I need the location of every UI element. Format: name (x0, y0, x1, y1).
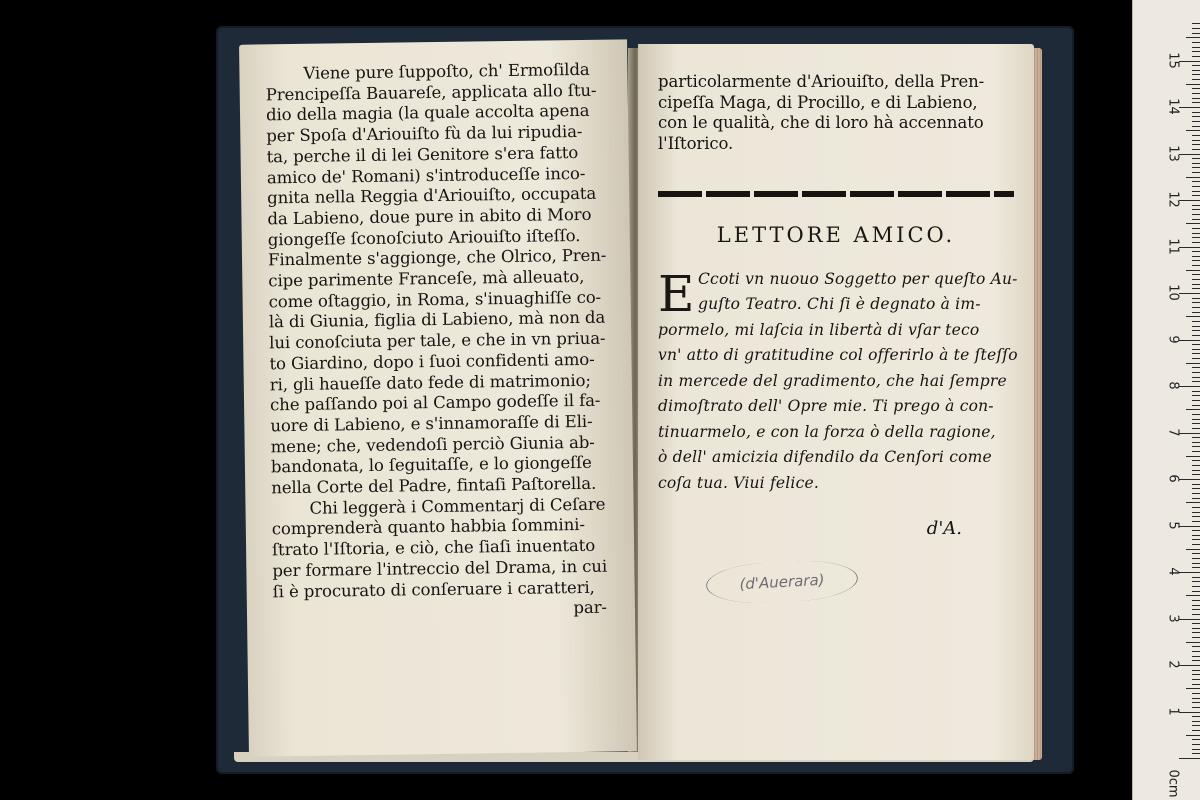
ruler-tick (1192, 358, 1200, 359)
text-line: che paſſando poi al Campo godeſſe il fa- (269, 390, 601, 415)
right-page (638, 44, 1034, 760)
ruler-tick (1192, 484, 1200, 485)
measuring-ruler (1132, 0, 1200, 800)
ruler-tick (1186, 270, 1200, 271)
ruler-tick (1192, 242, 1200, 243)
text-line: Finalmente s'aggionge, che Olrico, Pren- (267, 245, 607, 270)
ruler-tick (1186, 409, 1200, 410)
ruler-tick (1192, 191, 1200, 192)
text-line: dio della magia (la quale accolta apena (265, 101, 590, 125)
ruler-tick (1192, 442, 1200, 443)
ruler-tick (1192, 721, 1200, 722)
ruler-tick (1192, 423, 1200, 424)
ruler-tick (1192, 51, 1200, 52)
ruler-tick (1192, 581, 1200, 582)
ruler-tick (1192, 609, 1200, 610)
ruler-tick (1192, 70, 1200, 71)
ruler-number: 11 (1165, 237, 1181, 255)
letter-text (658, 264, 1018, 497)
ruler-tick (1192, 507, 1200, 508)
ruler-tick (1192, 186, 1200, 187)
text-line: come oſtaggio, in Roma, s'inuaghiſſe co- (268, 287, 602, 312)
ruler-tick (1192, 214, 1200, 215)
text-line: in mercede del gradimento, che hai ſempre (658, 371, 1007, 390)
ruler-tick (1192, 637, 1200, 638)
ruler-number: 13 (1165, 144, 1181, 162)
ruler-tick (1179, 572, 1200, 573)
ruler-tick (1192, 614, 1200, 615)
ruler-tick (1192, 321, 1200, 322)
ruler-tick (1179, 61, 1200, 62)
ruler-unit-label: 0cm (1165, 769, 1181, 798)
ruler-tick (1179, 526, 1200, 527)
ruler-tick (1192, 102, 1200, 103)
ruler-tick (1192, 730, 1200, 731)
text-line: Chi leggerà i Commentarj di Ceſare (309, 494, 606, 518)
ruler-tick (1192, 391, 1200, 392)
catchword: par- (573, 597, 608, 618)
ruler-tick (1192, 372, 1200, 373)
text-line: lui conoſciuta per tale, e che in vn priua- (269, 328, 606, 353)
text-line: nella Corte del Padre, fintaſi Paſtorella. (271, 473, 597, 498)
text-line: mene; che, vedendoſi perciò Giunia ab- (270, 432, 595, 456)
ruler-tick (1192, 600, 1200, 601)
ruler-number: 6 (1165, 474, 1181, 483)
ruler-tick (1192, 516, 1200, 517)
ruler-tick (1192, 651, 1200, 652)
ruler-tick (1179, 758, 1200, 759)
ruler-tick (1192, 135, 1200, 136)
ruler-tick (1192, 674, 1200, 675)
ruler-number: 10 (1165, 284, 1181, 301)
ruler-tick (1192, 400, 1200, 401)
ruler-tick (1186, 223, 1200, 224)
text-line: là di Giunia, figlia di Labieno, mà non da (268, 308, 606, 332)
text-line: uore di Labieno, e s'innamoraſſe di Eli- (270, 411, 593, 436)
ruler-tick (1192, 367, 1200, 368)
ruler-tick (1192, 265, 1200, 266)
ruler-tick (1192, 623, 1200, 624)
ruler-tick (1179, 107, 1200, 108)
text-line: cipe parimente Franceſe, mà alleuato, (268, 266, 585, 291)
pencil-annotation: (d'Auerara) (705, 558, 859, 606)
text-line: per formare l'intreccio del Drama, in cui (272, 556, 608, 581)
ruler-tick (1192, 632, 1200, 633)
text-line: l'Iſtorico. (658, 134, 734, 154)
ruler-number: 8 (1165, 381, 1181, 390)
ruler-tick (1192, 512, 1200, 513)
ruler-tick (1192, 377, 1200, 378)
ruler-tick (1192, 544, 1200, 545)
ruler-number: 14 (1165, 98, 1181, 115)
ruler-tick (1192, 172, 1200, 173)
ruler-tick (1192, 335, 1200, 336)
ruler-tick (1192, 344, 1200, 345)
text-line: ſtrato l'Iſtoria, e ciò, che ſiaſi inuentato (271, 535, 596, 560)
text-line: vn' atto di gratitudine col offerirlo à te ſteſſo (658, 346, 1018, 365)
text-line: bandonata, lo ſeguitaſſe, e lo giongeſſe (270, 453, 592, 477)
ruler-tick (1192, 112, 1200, 113)
text-line: ri, gli haueſſe dato fede di matrimonio; (269, 370, 591, 394)
ruler-tick (1192, 88, 1200, 89)
ruler-tick (1192, 326, 1200, 327)
text-line: gnita nella Reggia d'Ariouiſto, occupata (267, 183, 597, 208)
ruler-tick (1192, 498, 1200, 499)
ruler-tick (1179, 665, 1200, 666)
ruler-tick (1192, 591, 1200, 592)
ruler-tick (1192, 353, 1200, 354)
ruler-tick (1192, 163, 1200, 164)
ruler-tick (1186, 456, 1200, 457)
ruler-tick (1192, 330, 1200, 331)
ruler-tick (1186, 130, 1200, 131)
ruler-tick (1192, 535, 1200, 536)
text-line: ò dell' amicizia difendilo da Cenſori come (658, 448, 992, 467)
ruler-number: 15 (1165, 51, 1181, 69)
ruler-number: 1 (1165, 706, 1181, 716)
ruler-tick (1179, 619, 1200, 620)
ruler-tick (1192, 349, 1200, 350)
ruler-tick (1192, 465, 1200, 466)
ruler-tick (1192, 302, 1200, 303)
ruler-tick (1192, 521, 1200, 522)
ruler-tick (1186, 37, 1200, 38)
ruler-tick (1192, 698, 1200, 699)
letter-body (658, 264, 1018, 497)
ruler-tick (1192, 116, 1200, 117)
ruler-tick (1192, 298, 1200, 299)
ruler-tick (1192, 158, 1200, 159)
ruler-tick (1192, 446, 1200, 447)
ruler-tick (1192, 42, 1200, 43)
text-line: pormelo, mi laſcia in libertà di vſar teco (658, 320, 980, 339)
ruler-tick (1192, 312, 1200, 313)
ruler-tick (1192, 195, 1200, 196)
ruler-tick (1192, 74, 1200, 75)
ruler-tick (1192, 539, 1200, 540)
left-page (239, 39, 637, 756)
ruler-number: 9 (1165, 334, 1181, 344)
ruler-tick (1192, 56, 1200, 57)
ruler-tick (1192, 693, 1200, 694)
ruler-tick (1192, 670, 1200, 671)
drop-cap: E (658, 264, 695, 323)
ruler-tick (1192, 567, 1200, 568)
ruler-tick (1192, 33, 1200, 34)
ruler-tick (1179, 247, 1200, 248)
ruler-tick (1179, 340, 1200, 341)
ruler-tick (1192, 167, 1200, 168)
ruler-tick (1192, 144, 1200, 145)
text-line: cipeſſa Maga, di Procillo, e di Labieno, (658, 92, 978, 112)
ruler-tick (1192, 149, 1200, 150)
ornamental-divider (658, 191, 1014, 197)
ruler-tick (1192, 451, 1200, 452)
ruler-tick (1192, 79, 1200, 80)
ruler-tick (1192, 181, 1200, 182)
ruler-tick (1186, 502, 1200, 503)
ruler-tick (1192, 553, 1200, 554)
text-line: giongeſſe ſconoſciuto Ariouiſto iſteſſo. (267, 225, 581, 249)
ruler-tick (1192, 707, 1200, 708)
ruler-tick (1192, 725, 1200, 726)
ruler-tick (1192, 381, 1200, 382)
ruler-tick (1192, 307, 1200, 308)
text-line: coſa tua. Viui felice. (658, 473, 819, 492)
ruler-tick (1192, 749, 1200, 750)
ruler-tick (1192, 577, 1200, 578)
ruler-tick (1192, 419, 1200, 420)
ruler-tick (1186, 735, 1200, 736)
ruler-tick (1192, 744, 1200, 745)
ruler-tick (1186, 595, 1200, 596)
ruler-tick (1192, 460, 1200, 461)
ruler-tick (1192, 47, 1200, 48)
ruler-tick (1192, 237, 1200, 238)
ruler-tick (1192, 474, 1200, 475)
ruler-tick (1192, 605, 1200, 606)
ruler-tick (1192, 405, 1200, 406)
ruler-number: 12 (1165, 191, 1181, 208)
text-line: tinuarmelo, e con la forza ò della ragione, (658, 422, 996, 441)
text-line: comprenderà quanto habbia ſommini- (271, 515, 585, 539)
ruler-tick (1192, 93, 1200, 94)
ruler-tick (1192, 628, 1200, 629)
ruler-tick (1192, 256, 1200, 257)
ruler-tick (1192, 205, 1200, 206)
ruler-tick (1192, 563, 1200, 564)
text-line: dimoſtrato dell' Opre mie. Ti prego à con- (658, 397, 994, 416)
ruler-tick (1192, 395, 1200, 396)
text-line: da Labieno, doue pure in abito di Moro (267, 204, 592, 229)
text-line: Viene pure ſuppoſto, ch' Ermoſilda (303, 59, 590, 83)
ruler-tick (1186, 363, 1200, 364)
ruler-tick (1192, 209, 1200, 210)
ruler-number: 7 (1165, 427, 1181, 437)
ruler-tick (1192, 493, 1200, 494)
ruler-tick (1192, 284, 1200, 285)
signature: d'A. (926, 518, 962, 540)
ruler-tick (1192, 656, 1200, 657)
text-line: Ccoti vn nuouo Soggetto per queſto Au- (698, 269, 1018, 288)
text-line: ſi è procurato di conſeruare i caratteri, (272, 577, 595, 601)
text-line: guſto Teatro. Chi ſi è degnato à im- (698, 295, 981, 314)
text-line: Prencipeſſa Bauareſe, applicata allo ſtu- (265, 80, 597, 105)
ruler-number: 5 (1165, 520, 1181, 530)
text-line: per Spoſa d'Ariouiſto fù da lui ripudia- (266, 122, 583, 146)
text-line: ta, perche il di lei Genitore s'era fatto (266, 142, 579, 167)
ruler-tick (1179, 479, 1200, 480)
ruler-tick (1192, 530, 1200, 531)
ruler-tick (1192, 679, 1200, 680)
ruler-number: 2 (1165, 660, 1181, 669)
ruler-tick (1192, 126, 1200, 127)
ruler-tick (1192, 437, 1200, 438)
ruler-tick (1179, 433, 1200, 434)
text-line: particolarmente d'Ariouiſto, della Pren- (658, 72, 985, 91)
ruler-tick (1192, 702, 1200, 703)
ruler-tick (1186, 642, 1200, 643)
letter-heading: LETTORE AMICO. (716, 222, 956, 247)
ruler-tick (1192, 251, 1200, 252)
ruler-tick (1179, 200, 1200, 201)
ruler-tick (1192, 684, 1200, 685)
ruler-tick (1192, 98, 1200, 99)
text-line: to Giardino, dopo i ſuoi confidenti amo- (269, 349, 595, 374)
ruler-tick (1192, 288, 1200, 289)
ruler-tick (1192, 28, 1200, 29)
ruler-tick (1192, 646, 1200, 647)
ruler-tick (1186, 84, 1200, 85)
right-page-continuation (658, 72, 1014, 155)
ruler-tick (1179, 386, 1200, 387)
left-page-text (265, 60, 612, 603)
ruler-number: 3 (1165, 613, 1181, 623)
text-line: con le qualità, che di loro hà accennato (658, 113, 984, 133)
ruler-tick (1179, 712, 1200, 713)
ruler-tick (1192, 753, 1200, 754)
ruler-tick (1192, 121, 1200, 122)
ruler-tick (1192, 65, 1200, 66)
ruler-tick (1192, 586, 1200, 587)
ruler-tick (1192, 716, 1200, 717)
ruler-tick (1192, 274, 1200, 275)
ruler-tick (1192, 414, 1200, 415)
ruler-tick (1192, 428, 1200, 429)
ruler-tick (1192, 219, 1200, 220)
ruler-tick (1192, 140, 1200, 141)
ruler-tick (1192, 488, 1200, 489)
ruler-tick (1192, 470, 1200, 471)
ruler-tick (1192, 233, 1200, 234)
ruler-tick (1179, 154, 1200, 155)
text-line: amico de' Romani) s'introduceſſe inco- (266, 163, 586, 187)
ruler-tick (1186, 688, 1200, 689)
ruler-tick (1192, 739, 1200, 740)
ruler-tick (1192, 279, 1200, 280)
ruler-tick (1192, 660, 1200, 661)
ruler-tick (1192, 228, 1200, 229)
ruler-tick (1192, 558, 1200, 559)
ruler-tick (1186, 549, 1200, 550)
ruler-number: 4 (1165, 567, 1181, 576)
ruler-tick (1179, 293, 1200, 294)
ruler-tick (1186, 177, 1200, 178)
ruler-tick (1192, 23, 1200, 24)
ruler-tick (1192, 260, 1200, 261)
ruler-tick (1186, 316, 1200, 317)
